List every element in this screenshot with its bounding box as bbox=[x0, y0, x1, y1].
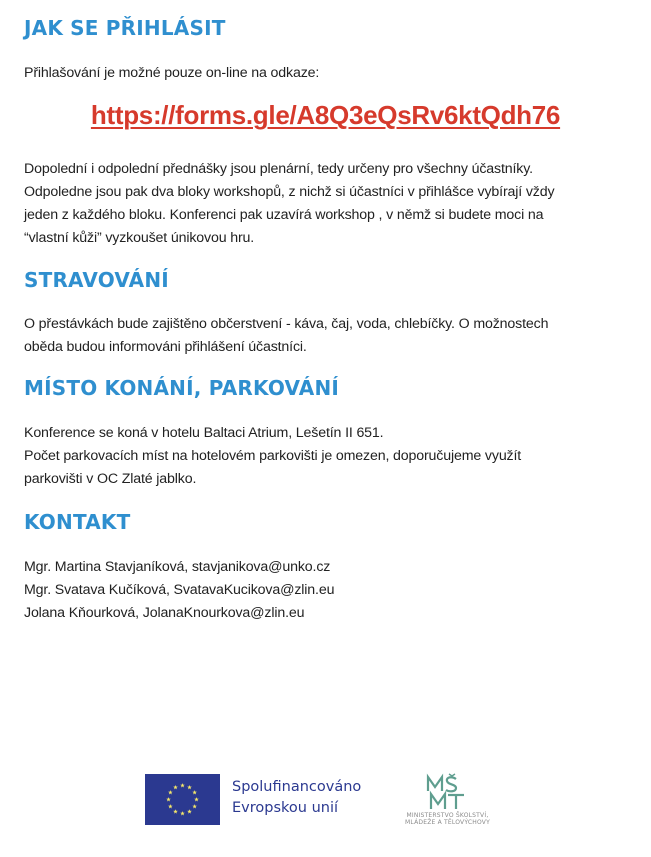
text-line: parkovišti v OC Zlaté jablko. bbox=[24, 471, 197, 487]
text-line: oběda budou informováni přihlášení účastníci. bbox=[24, 339, 307, 355]
text-line: Dopolední i odpolední přednášky jsou plenární, tedy určeny pro všechny účastníky. bbox=[24, 161, 533, 177]
eu-star-icon bbox=[180, 811, 185, 815]
eu-star-icon bbox=[194, 797, 199, 801]
heading-contact: KONTAKT bbox=[24, 510, 131, 534]
eu-flag-icon bbox=[145, 774, 220, 825]
text-line: Odpoledne jsou pak dva bloky workshopů, z nichž si účastníci v přihlášce vybírají vždy bbox=[24, 184, 555, 200]
eu-label-line2: Evropskou unií bbox=[232, 800, 339, 816]
eu-star-icon bbox=[168, 804, 173, 808]
text-line: Konference se koná v hotelu Baltaci Atrium, Lešetín II 651. bbox=[24, 425, 384, 441]
text-line: “vlastní kůži” vyzkoušet únikovou hru. bbox=[24, 230, 255, 246]
eu-star-icon bbox=[166, 797, 171, 801]
venue-description bbox=[24, 422, 624, 491]
heading-catering: STRAVOVÁNÍ bbox=[24, 268, 169, 292]
contact-item: Mgr. Martina Stavjaníková, stavjanikova@unko.cz bbox=[24, 559, 331, 575]
eu-star-icon bbox=[192, 804, 197, 808]
eu-star-icon bbox=[173, 785, 178, 789]
registration-intro bbox=[24, 62, 624, 85]
heading-registration: JAK SE PŘIHLÁSIT bbox=[24, 16, 226, 40]
msmt-label-line2: MLÁDEŽE A TĚLOVÝCHOVY bbox=[405, 819, 490, 826]
eu-stars-circle bbox=[145, 774, 220, 825]
eu-cofinanced-label bbox=[232, 777, 361, 819]
msmt-label-line1: MINISTERSTVO ŠKOLSTVÍ, bbox=[406, 812, 489, 819]
contact-item: Mgr. Svatava Kučíková, SvatavaKucikova@zlin.eu bbox=[24, 582, 335, 598]
eu-star-icon bbox=[173, 809, 178, 813]
contact-list bbox=[24, 556, 624, 625]
eu-star-icon bbox=[187, 809, 192, 813]
registration-description bbox=[24, 158, 624, 250]
registration-intro-text: Přihlašování je možné pouze on-line na odkaze: bbox=[24, 65, 320, 81]
registration-form-link[interactable]: https://forms.gle/A8Q3eQsRv6ktQdh76 bbox=[90, 100, 561, 130]
text-line: jeden z každého bloku. Konferenci pak uzavírá workshop , v němž si budete moci na bbox=[24, 207, 544, 223]
msmt-label bbox=[385, 812, 510, 826]
msmt-logo-icon bbox=[425, 773, 465, 811]
eu-star-icon bbox=[168, 790, 173, 794]
text-line: Počet parkovacích míst na hotelovém parkovišti je omezen, doporučujeme využít bbox=[24, 448, 522, 464]
eu-label-line1: Spolufinancováno bbox=[232, 779, 362, 795]
catering-description bbox=[24, 313, 624, 359]
contact-item: Jolana Kňourková, JolanaKnourkova@zlin.eu bbox=[24, 605, 305, 621]
text-line: O přestávkách bude zajištěno občerstvení - káva, čaj, voda, chlebíčky. O možnostech bbox=[24, 316, 549, 332]
eu-star-icon bbox=[187, 785, 192, 789]
heading-venue: MÍSTO KONÁNÍ, PARKOVÁNÍ bbox=[24, 376, 340, 400]
footer-logos bbox=[145, 773, 525, 829]
eu-star-icon bbox=[180, 783, 185, 787]
eu-star-icon bbox=[192, 790, 197, 794]
registration-link-container bbox=[0, 100, 651, 131]
